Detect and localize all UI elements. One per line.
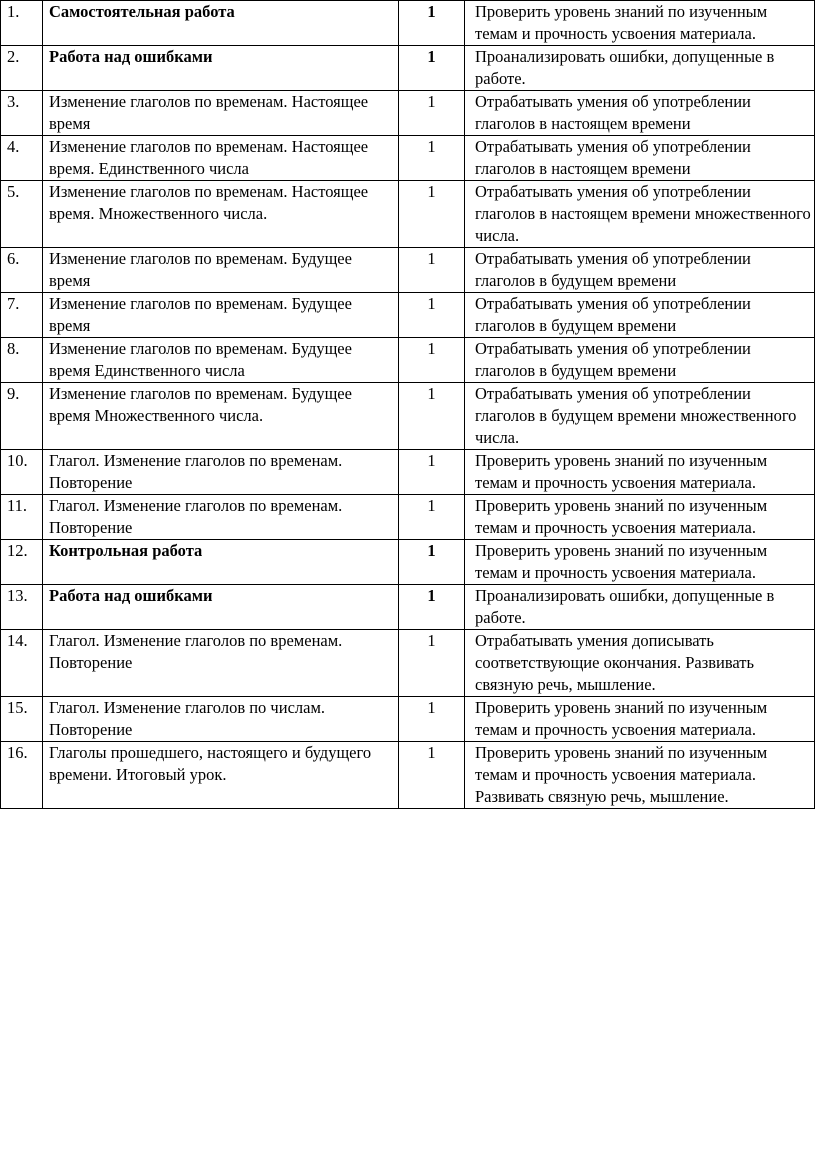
table-row [1, 450, 815, 495]
lesson-goal-cell: Отрабатывать умения об употреблении глаголов в настоящем времени множественного числа. [465, 181, 815, 248]
table-row [1, 1, 815, 46]
lesson-goal-cell: Отрабатывать умения об употреблении глаголов в настоящем времени [465, 91, 815, 136]
table-row [1, 293, 815, 338]
table-row [1, 91, 815, 136]
lesson-goal-cell: Проанализировать ошибки, допущенные в работе. [465, 585, 815, 630]
row-number-cell: 14. [1, 630, 43, 697]
lesson-topic-cell: Изменение глаголов по временам. Будущее время Единственного числа [43, 338, 399, 383]
table-row [1, 630, 815, 697]
row-number-cell: 11. [1, 495, 43, 540]
table-row [1, 540, 815, 585]
hours-cell: 1 [399, 742, 465, 809]
lesson-topic-cell: Работа над ошибками [43, 585, 399, 630]
row-number-cell: 10. [1, 450, 43, 495]
hours-cell: 1 [399, 383, 465, 450]
hours-cell: 1 [399, 46, 465, 91]
lesson-goal-cell: Проанализировать ошибки, допущенные в работе. [465, 46, 815, 91]
hours-cell: 1 [399, 697, 465, 742]
hours-cell: 1 [399, 450, 465, 495]
table-row [1, 495, 815, 540]
lesson-goal-cell: Проверить уровень знаний по изученным темам и прочность усвоения материала. [465, 495, 815, 540]
lesson-topic-cell: Изменение глаголов по временам. Настоящее время. Единственного числа [43, 136, 399, 181]
row-number-cell: 6. [1, 248, 43, 293]
row-number-cell: 9. [1, 383, 43, 450]
lesson-goal-cell: Проверить уровень знаний по изученным темам и прочность усвоения материала. [465, 540, 815, 585]
table-row [1, 248, 815, 293]
lesson-goal-cell: Проверить уровень знаний по изученным темам и прочность усвоения материала. [465, 1, 815, 46]
hours-cell: 1 [399, 338, 465, 383]
lesson-topic-cell: Глагол. Изменение глаголов по числам. Повторение [43, 697, 399, 742]
hours-cell: 1 [399, 585, 465, 630]
lesson-topic-cell: Глаголы прошедшего, настоящего и будущего времени. Итоговый урок. [43, 742, 399, 809]
lesson-goal-cell: Проверить уровень знаний по изученным темам и прочность усвоения материала. Развивать связную речь, мышление. [465, 742, 815, 809]
lesson-topic-cell: Самостоятельная работа [43, 1, 399, 46]
table-row [1, 181, 815, 248]
row-number-cell: 8. [1, 338, 43, 383]
table-row [1, 383, 815, 450]
lesson-topic-cell: Изменение глаголов по временам. Будущее время [43, 248, 399, 293]
hours-cell: 1 [399, 293, 465, 338]
hours-cell: 1 [399, 540, 465, 585]
lesson-topic-cell: Глагол. Изменение глаголов по временам. Повторение [43, 450, 399, 495]
lesson-goal-cell: Отрабатывать умения об употреблении глаголов в будущем времени [465, 293, 815, 338]
row-number-cell: 12. [1, 540, 43, 585]
lesson-goal-cell: Отрабатывать умения об употреблении глаголов в настоящем времени [465, 136, 815, 181]
hours-cell: 1 [399, 248, 465, 293]
lesson-topic-cell: Контрольная работа [43, 540, 399, 585]
row-number-cell: 1. [1, 1, 43, 46]
lesson-goal-cell: Проверить уровень знаний по изученным темам и прочность усвоения материала. [465, 450, 815, 495]
hours-cell: 1 [399, 91, 465, 136]
table-row [1, 338, 815, 383]
lesson-goal-cell: Отрабатывать умения об употреблении глаголов в будущем времени [465, 248, 815, 293]
row-number-cell: 15. [1, 697, 43, 742]
row-number-cell: 7. [1, 293, 43, 338]
table-row [1, 585, 815, 630]
row-number-cell: 13. [1, 585, 43, 630]
table-body [1, 1, 815, 809]
lesson-topic-cell: Изменение глаголов по временам. Настоящее время [43, 91, 399, 136]
lesson-goal-cell: Проверить уровень знаний по изученным темам и прочность усвоения материала. [465, 697, 815, 742]
lesson-goal-cell: Отрабатывать умения об употреблении глаголов в будущем времени множественного числа. [465, 383, 815, 450]
lesson-topic-cell: Изменение глаголов по временам. Будущее время [43, 293, 399, 338]
hours-cell: 1 [399, 630, 465, 697]
lesson-topic-cell: Изменение глаголов по временам. Будущее время Множественного числа. [43, 383, 399, 450]
lesson-topic-cell: Глагол. Изменение глаголов по временам. Повторение [43, 495, 399, 540]
row-number-cell: 16. [1, 742, 43, 809]
table-row [1, 697, 815, 742]
lesson-goal-cell: Отрабатывать умения дописывать соответствующие окончания. Развивать связную речь, мышление. [465, 630, 815, 697]
row-number-cell: 3. [1, 91, 43, 136]
row-number-cell: 5. [1, 181, 43, 248]
table-row [1, 136, 815, 181]
hours-cell: 1 [399, 136, 465, 181]
table-row [1, 46, 815, 91]
row-number-cell: 2. [1, 46, 43, 91]
hours-cell: 1 [399, 1, 465, 46]
lesson-goal-cell: Отрабатывать умения об употреблении глаголов в будущем времени [465, 338, 815, 383]
hours-cell: 1 [399, 181, 465, 248]
lesson-topic-cell: Работа над ошибками [43, 46, 399, 91]
hours-cell: 1 [399, 495, 465, 540]
row-number-cell: 4. [1, 136, 43, 181]
lesson-topic-cell: Глагол. Изменение глаголов по временам. Повторение [43, 630, 399, 697]
table-row [1, 742, 815, 809]
lesson-topic-cell: Изменение глаголов по временам. Настоящее время. Множественного числа. [43, 181, 399, 248]
